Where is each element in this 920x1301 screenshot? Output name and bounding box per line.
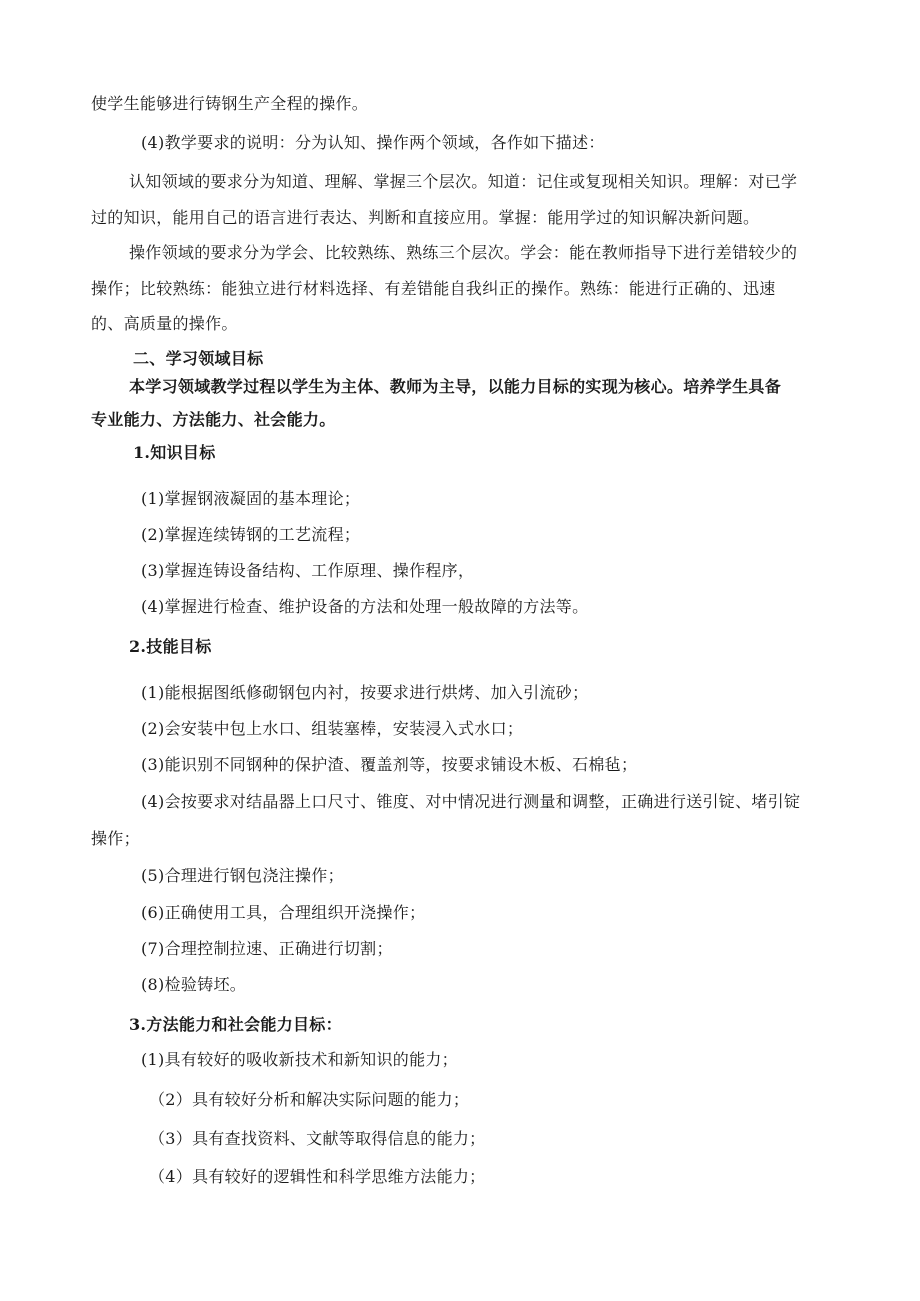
skill-item-continuation: 操作；: [91, 829, 140, 848]
skill-item: (6)正确使用工具，合理组织开浇操作；: [141, 903, 426, 922]
knowledge-goals-heading: 1.知识目标: [133, 443, 216, 462]
skill-goals-heading: 2.技能目标: [129, 637, 212, 656]
section-summary-line-1: 本学习领域教学过程以学生为主体、教师为主导，以能力目标的实现为核心。培养学生具备: [129, 377, 782, 396]
section-heading-learning-goals: 二、学习领域目标: [133, 349, 264, 368]
cognitive-domain-line-1: 认知领域的要求分为知道、理解、掌握三个层次。知道：记住或复现相关知识。理解：对已学: [129, 172, 798, 191]
operation-domain-line-2: 操作；比较熟练：能独立进行材料选择、有差错能自我纠正的操作。熟练：能进行正确的、迅速: [91, 279, 776, 298]
skill-item: (8)检验铸坯。: [141, 975, 247, 994]
teaching-requirements-note: (4)教学要求的说明：分为认知、操作两个领域，各作如下描述：: [141, 133, 605, 152]
operation-domain-line-1: 操作领域的要求分为学会、比较熟练、熟练三个层次。学会：能在教师指导下进行差错较少的: [129, 243, 798, 262]
intro-continuation: 使学生能够进行铸钢生产全程的操作。: [91, 94, 369, 113]
skill-item: (2)会安装中包上水口、组装塞棒，安装浸入式水口；: [141, 719, 524, 738]
skill-item: (7)合理控制拉速、正确进行切割；: [141, 939, 393, 958]
section-summary-line-2: 专业能力、方法能力、社会能力。: [91, 410, 336, 429]
method-social-goals-heading: 3.方法能力和社会能力目标：: [129, 1015, 342, 1034]
method-item: (1)具有较好的吸收新技术和新知识的能力；: [141, 1050, 458, 1069]
knowledge-item: (4)掌握进行检查、维护设备的方法和处理一般故障的方法等。: [141, 597, 589, 616]
skill-item: (1)能根据图纸修砌钢包内衬，按要求进行烘烤、加入引流砂；: [141, 683, 589, 702]
cognitive-domain-line-2: 过的知识，能用自己的语言进行表达、判断和直接应用。掌握：能用学过的知识解决新问题。: [91, 208, 760, 227]
method-item: （3）具有查找资料、文献等取得信息的能力；: [149, 1129, 486, 1148]
operation-domain-line-3: 的、高质量的操作。: [91, 314, 238, 333]
knowledge-item: (1)掌握钢液凝固的基本理论；: [141, 489, 361, 508]
skill-item: (3)能识别不同钢种的保护渣、覆盖剂等，按要求铺设木板、石棉毡；: [141, 755, 638, 774]
skill-item: (4)会按要求对结晶器上口尺寸、锥度、对中情况进行测量和调整，正确进行送引锭、堵引锭: [141, 792, 801, 811]
method-item: （2）具有较好分析和解决实际问题的能力；: [149, 1090, 470, 1109]
method-item: （4）具有较好的逻辑性和科学思维方法能力；: [149, 1167, 486, 1186]
knowledge-item: (2)掌握连续铸钢的工艺流程；: [141, 525, 361, 544]
knowledge-item: (3)掌握连铸设备结构、工作原理、操作程序，: [141, 561, 475, 580]
skill-item: (5)合理进行钢包浇注操作；: [141, 866, 344, 885]
